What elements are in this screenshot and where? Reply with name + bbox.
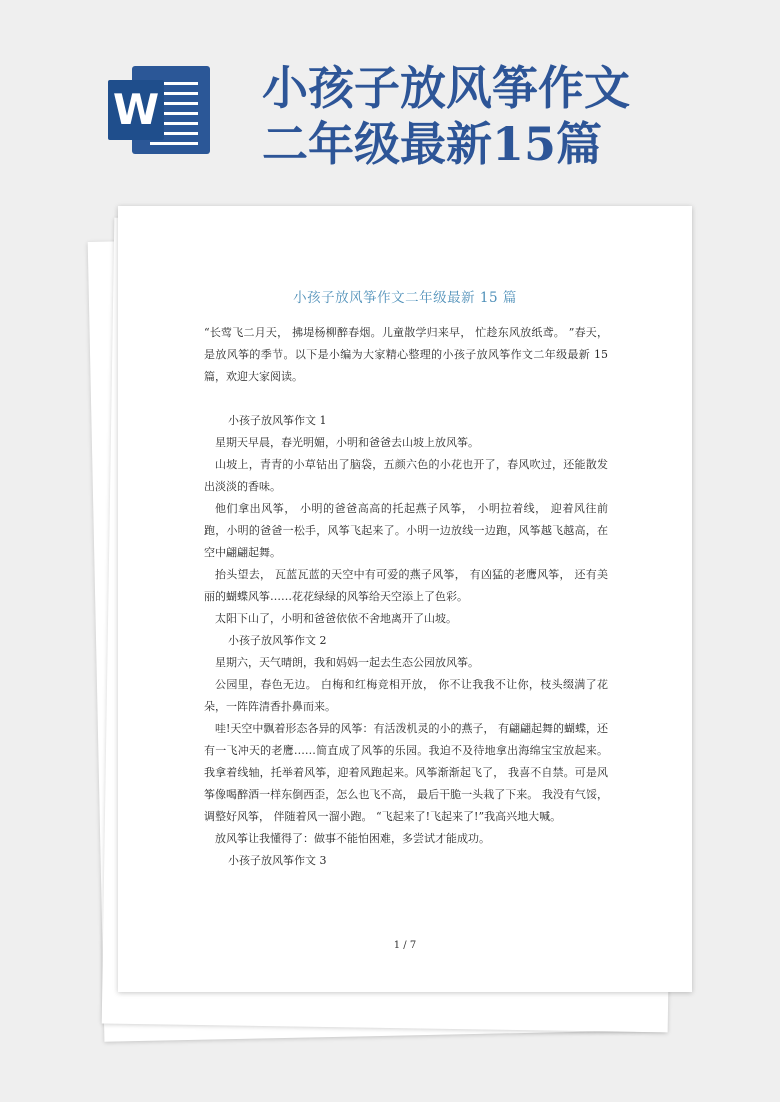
paragraph: 太阳下山了，小明和爸爸依依不舍地离开了山坡。 [215,612,457,625]
intro-paragraph: “长莺飞二月天， 拂堤杨柳醉春烟。儿童散学归来早， 忙趁东风放纸鸢。 ”春天，是放风筝的季节。以下是小编为大家精心整理的小孩子放风筝作文二年级最新 15 篇，欢迎大家阅读。 [204,326,608,383]
document-page [118,206,692,992]
paragraph: 公园里，春色无边。 白梅和红梅竞相开放， 你不让我我不让你，枝头缀满了花朵，一阵阵清香扑鼻而来。 [204,678,608,713]
section-heading-1: 小孩子放风筝作文 1 [228,414,327,427]
word-document-icon [108,66,212,156]
paragraph: 星期六，天气晴朗，我和妈妈一起去生态公园放风筝。 [215,656,479,669]
section-heading-3: 小孩子放风筝作文 3 [228,854,327,867]
document-body [204,322,608,872]
banner-title [262,60,630,172]
page-number: 1 / 7 [393,940,417,951]
paragraph: 山坡上，青青的小草钻出了脑袋，五颜六色的小花也开了，春风吹过，还能散发出淡淡的香味。 [204,458,608,493]
banner-title-line-1: 小孩子放风筝作文 [262,61,630,115]
paragraph: 放风筝让我懂得了：做事不能怕困难，多尝试才能成功。 [215,832,490,845]
paragraph: 抬头望去， 瓦蓝瓦蓝的天空中有可爱的燕子风筝， 有凶猛的老鹰风筝， 还有美丽的蝴蝶风筝……花花绿绿的风筝给天空添上了色彩。 [204,568,608,603]
section-heading-2: 小孩子放风筝作文 2 [228,634,327,647]
document-title: 小孩子放风筝作文二年级最新 15 篇 [293,290,517,306]
logo-letter: W [108,80,164,140]
paragraph: 哇!天空中飘着形态各异的风筝：有活泼机灵的小的燕子， 有翩翩起舞的蝴蝶，还有一飞冲天的老鹰……简直成了风筝的乐园。我迫不及待地拿出海绵宝宝放起来。 我拿着线轴，托举着风筝，迎着风跑起来。风筝渐渐起飞了， 我喜不自禁。可是风筝像喝醉酒一样东倒西歪，怎么也飞不高， 最后干脆一头栽了下来。 我没有气馁，调整好风筝， 伴随着风一溜小跑。 “飞起来了!飞起来了!”我高兴地大喊。 [204,722,608,823]
banner-title-line-2: 二年级最新15篇 [262,117,603,171]
paragraph: 星期天早晨，春光明媚，小明和爸爸去山坡上放风筝。 [215,436,479,449]
paragraph: 他们拿出风筝， 小明的爸爸高高的托起燕子风筝， 小明拉着线， 迎着风往前跑，小明的爸爸一松手，风筝飞起来了。小明一边放线一边跑，风筝越飞越高，在空中翩翩起舞。 [204,502,608,559]
